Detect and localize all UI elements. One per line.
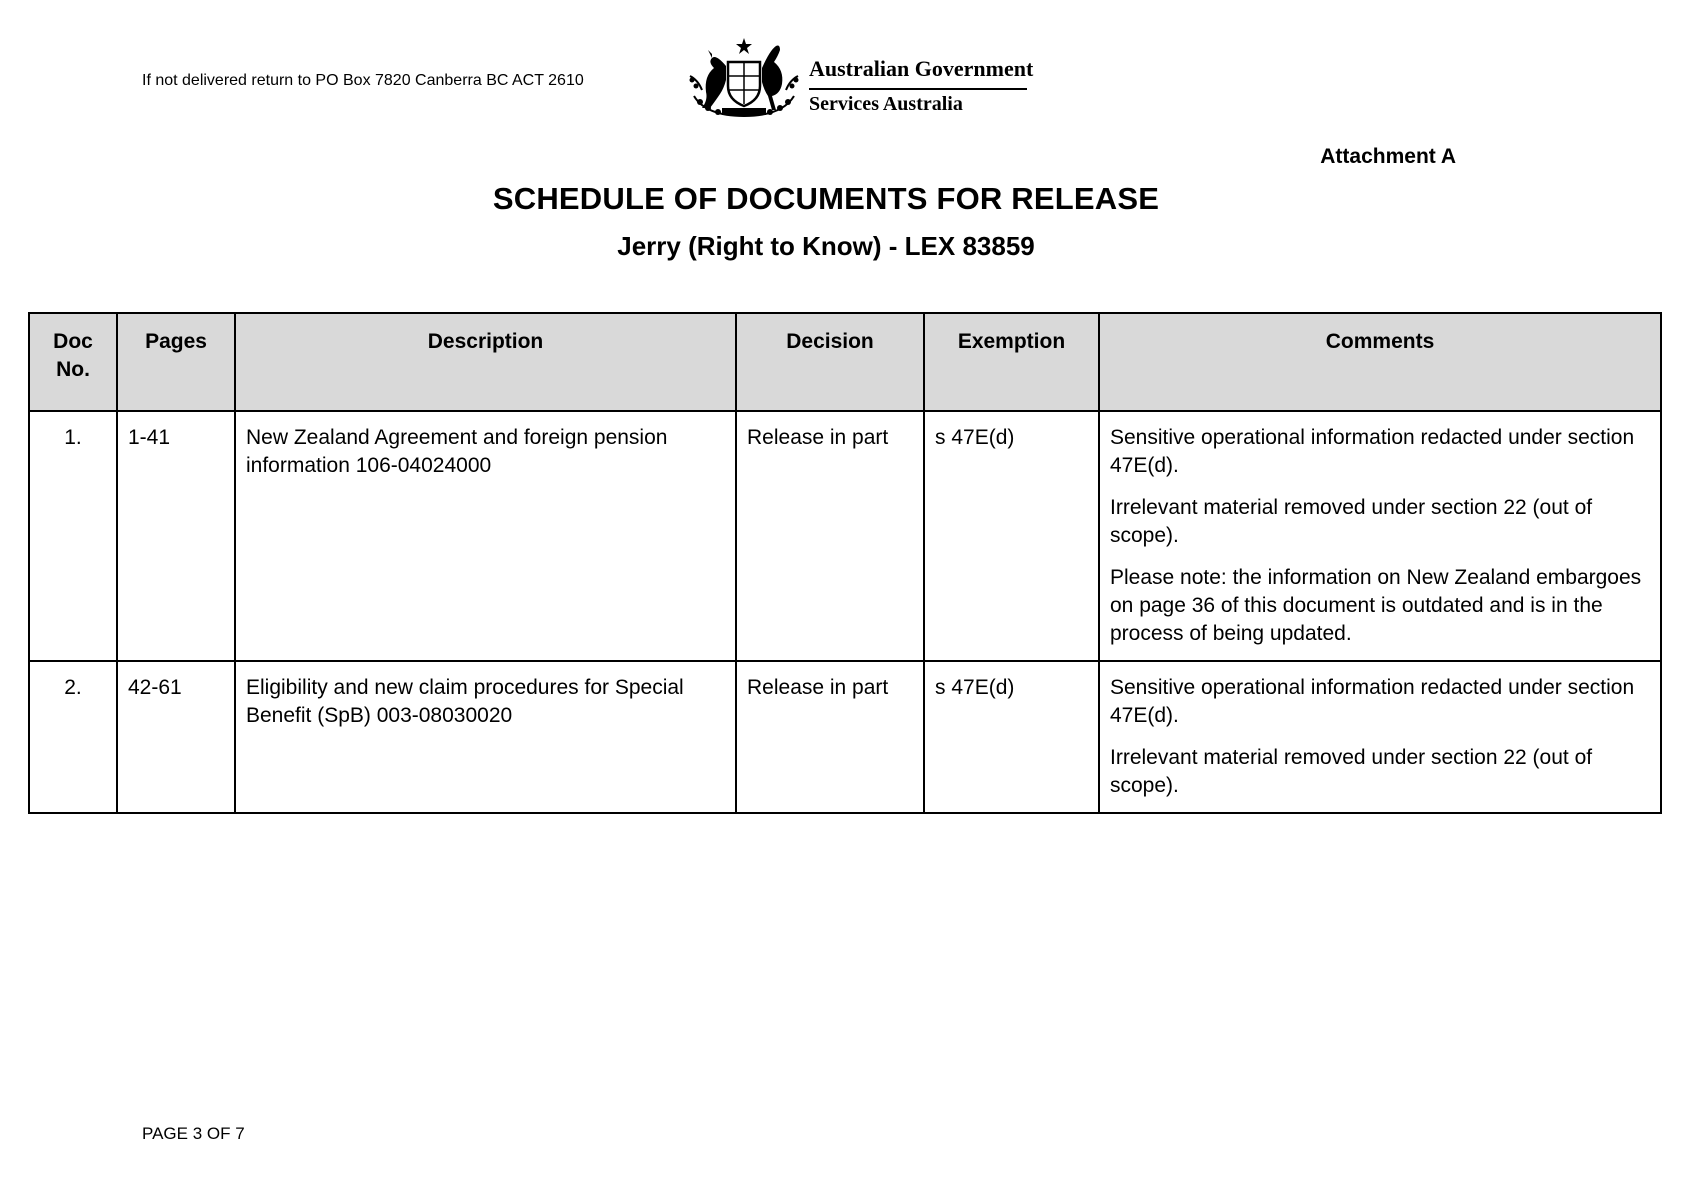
government-logo: [686, 36, 1046, 126]
column-header-pages: Pages: [117, 313, 235, 411]
schedule-table: [28, 312, 1662, 814]
decision-cell: Release in part: [736, 411, 924, 661]
pages-cell: 42-61: [117, 661, 235, 813]
page-subtitle: Jerry (Right to Know) - LEX 83859: [617, 231, 1035, 261]
table-row: [29, 411, 1661, 661]
comment-text: Irrelevant material removed under section 22 (out of scope).: [1110, 746, 1593, 797]
government-name: Australian Government: [809, 56, 1034, 81]
logo-divider: [809, 88, 1027, 90]
exemption-cell: s 47E(d): [924, 661, 1099, 813]
column-header-doc-no: Doc No.: [29, 313, 117, 411]
exemption-cell: s 47E(d): [924, 411, 1099, 661]
description-cell: New Zealand Agreement and foreign pension information 106-04024000: [235, 411, 736, 661]
table-row: [29, 661, 1661, 813]
comment-text: Please note: the information on New Zealand embargoes on page 36 of this document is outdated and is in the process of being updated.: [1110, 566, 1642, 645]
agency-name: Services Australia: [809, 93, 963, 115]
doc-number-cell: 1.: [29, 411, 117, 661]
comments-cell: [1099, 411, 1661, 661]
comments-cell: [1099, 661, 1661, 813]
description-cell: Eligibility and new claim procedures for Special Benefit (SpB) 003-08030020: [235, 661, 736, 813]
table-header-row: [29, 313, 1661, 411]
column-header-exemption: Exemption: [924, 313, 1099, 411]
page-title: SCHEDULE OF DOCUMENTS FOR RELEASE: [492, 181, 1160, 216]
comment-text: Sensitive operational information redacted under section 47E(d).: [1110, 676, 1635, 727]
attachment-label: Attachment A: [1320, 145, 1456, 168]
return-address: If not delivered return to PO Box 7820 Canberra BC ACT 2610: [142, 72, 584, 89]
page-number: PAGE 3 OF 7: [142, 1124, 245, 1143]
decision-cell: Release in part: [736, 661, 924, 813]
column-header-decision: Decision: [736, 313, 924, 411]
column-header-description: Description: [235, 313, 736, 411]
coat-of-arms-icon: [686, 36, 802, 120]
pages-cell: 1-41: [117, 411, 235, 661]
doc-number-cell: 2.: [29, 661, 117, 813]
comment-text: Irrelevant material removed under section 22 (out of scope).: [1110, 496, 1593, 547]
column-header-comments: Comments: [1099, 313, 1661, 411]
comment-text: Sensitive operational information redacted under section 47E(d).: [1110, 426, 1635, 477]
